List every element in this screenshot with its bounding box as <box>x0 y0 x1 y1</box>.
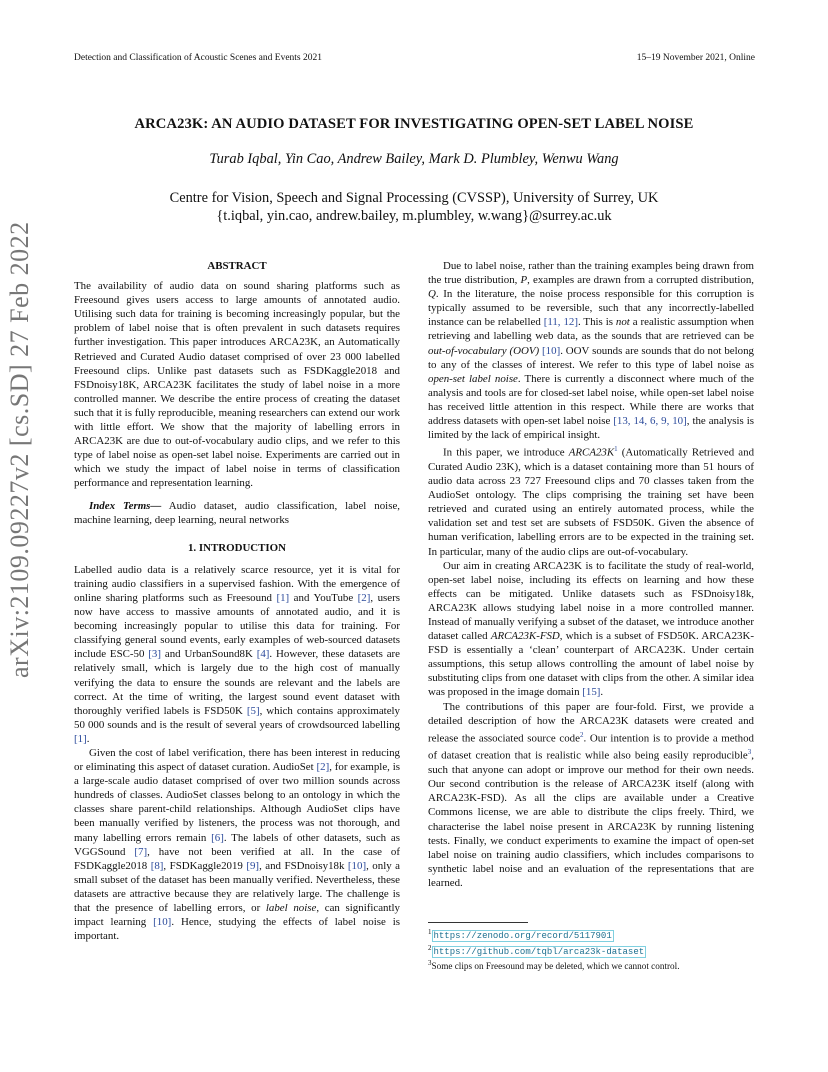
text-run: a realistic assumption when retrieving and labelling web data, as the sounds that are retrieved can be <box>428 316 754 343</box>
footnotes <box>428 922 758 973</box>
intro-heading: 1. INTRODUCTION <box>187 541 287 554</box>
right-paragraph-4 <box>428 700 754 890</box>
text-run: Our aim in creating ARCA23K is to facilitate the study of real-world, open-set label noise, including its effects on learning and how these effects can be mitigated. Unlike datasets such as FSDnoisy18k, ARCA23K allows studying label noise in a more controlled manner. Instead of manually verifying a subset of the dataset, we introduce another dataset called <box>428 559 754 643</box>
footnote-number: 2 <box>428 943 432 952</box>
text-run: , can significantly impact learning <box>74 902 400 929</box>
citation-link[interactable]: [2] <box>316 761 330 774</box>
affiliation-line: Centre for Vision, Speech and Signal Processing (CVSSP), University of Surrey, UK <box>169 190 659 206</box>
citation-link[interactable]: [1] <box>276 591 290 604</box>
text-run: , FSDKaggle2019 <box>163 859 247 872</box>
left-column <box>74 259 400 943</box>
text-run: , examples are drawn from a corrupted distribution, <box>527 274 754 287</box>
footnote-url-link[interactable]: https://github.com/tqbl/arca23k-dataset <box>433 946 645 957</box>
text-run: . However, these datasets are relatively small, which is largely due to the high cost of manually verifying the data to ensure the sounds are relevant and the labels are correct. At the time of writing, the largest sound event dataset with thoroughly verified labels is FSD50K <box>74 648 400 717</box>
abstract-text: The availability of audio data on sound sharing platforms such as Freesound gives users access to large amounts of annotated audio. Utilising such data for training is becoming increasingly popular, but the problem of label noise that is often prevalent in such datasets requires further investigation. This paper introduces ARCA23K, an Automatically Retrieved and Curated Audio dataset comprised of over 23 000 labelled Freesound clips. Unlike past datasets such as FSDKaggle2018 and FSDnoisy18K, ARCA23K facilitates the study of label noise in a more controlled manner. We describe the entire process of creating the dataset such that it is fully reproducible, meaning researchers can extend our work with little effort. We show that the majority of labelling errors in ARCA23K are due to out-of-vocabulary audio clips, and we refer to this type of label noise as open-set label noise. Experiments are carried out in which we study the impact of label noise in terms of classification performance and representation learning. <box>74 280 400 490</box>
footnote-marker[interactable]: 2 <box>579 730 584 739</box>
right-paragraph-1 <box>428 259 754 442</box>
footnote-marker[interactable]: 1 <box>614 445 618 454</box>
text-run: , the analysis is limited by the lack of empirical insight. <box>428 415 754 442</box>
citation-link[interactable]: [1] <box>74 732 87 745</box>
citation-link[interactable]: [10] <box>153 916 172 929</box>
text-run: , have not been verified at all. In the case of FSDKaggle2018 <box>74 845 400 872</box>
index-terms-label: Index Terms— <box>89 499 162 512</box>
footnote-number: 1 <box>428 928 432 936</box>
paper-authors: Turab Iqbal, Yin Cao, Andrew Bailey, Mark D. Plumbley, Wenwu Wang <box>209 151 619 167</box>
footnote-3 <box>428 958 758 973</box>
text-run: Labelled audio data is a relatively scarce resource, yet it is vital for training audio classifiers in a supervised fashion. With the emergence of online sharing platforms such as Freesound <box>74 563 400 604</box>
paper-title: ARCA23K: AN AUDIO DATASET FOR INVESTIGATING OPEN-SET LABEL NOISE <box>134 116 694 132</box>
abstract-heading: ABSTRACT <box>207 260 267 272</box>
emphasis: ARCA23K-FSD <box>490 630 560 643</box>
footnote-2 <box>428 943 758 959</box>
math-symbol: P <box>520 274 528 287</box>
text-run: . <box>86 732 90 745</box>
text-run: , users now have access to massive amounts of annotated audio, and it is becoming increasingly popular to utilise this data for training. For classifying general sound events, early examples of web-sourced datasets include ESC-50 <box>74 591 400 661</box>
text-run: . This is <box>577 316 616 329</box>
text-run: The contributions of this paper are four-fold. First, we provide a detailed description of how the ARCA23K datasets were created and release the associated source code <box>428 700 754 745</box>
footnote-number: 3 <box>428 959 432 968</box>
citation-link[interactable]: [15] <box>582 686 601 699</box>
emphasis: label noise <box>265 902 317 915</box>
text-run: In this paper, we introduce <box>443 446 569 459</box>
emphasis: not <box>615 316 630 329</box>
index-terms <box>74 499 400 527</box>
citation-link[interactable]: [6] <box>211 831 224 844</box>
text-run: Given the cost of label verification, there has been interest in reducing or eliminating this aspect of dataset curation. AudioSet <box>74 747 400 774</box>
text-run: and UrbanSound8K <box>161 648 257 661</box>
text-run: . Hence, studying the effects of label noise is important. <box>74 916 401 943</box>
arxiv-stamp: arXiv:2109.09227v2 [cs.SD] 27 Feb 2022 <box>5 221 34 678</box>
affiliation <box>0 189 828 225</box>
citation-link[interactable]: [4] <box>256 648 270 661</box>
affiliation-emails: {t.iqbal, yin.cao, andrew.bailey, m.plumbley, w.wang}@surrey.ac.uk <box>216 208 612 224</box>
math-symbol: Q <box>428 288 436 301</box>
citation-link[interactable]: [3] <box>148 648 161 661</box>
text-run: , and FSDnoisy18k <box>259 859 348 872</box>
citation-link[interactable]: [5] <box>246 704 260 717</box>
footnote-url-link[interactable]: https://zenodo.org/record/5117901 <box>433 931 612 942</box>
text-run: Due to label noise, rather than the training examples being drawn from the true distribution, <box>428 260 754 287</box>
text-run: , only a small subset of the dataset has been manually verified. Nevertheless, these datasets are attractive because they are relatively large. The challenge is that the presence of labelling errors, or <box>74 859 400 915</box>
running-header-left: Detection and Classification of Acoustic Scenes and Events 2021 <box>74 53 322 63</box>
citation-link[interactable]: [13, 14, 6, 9, 10] <box>613 415 687 428</box>
text-run: . There is currently a disconnect where much of the analysis and tools are for closed-set label noise, while open-set label noise has received little attention in this respect. While there are works that address datasets with open-set label noise <box>428 372 754 428</box>
text-run: , such that anyone can adopt or improve our method for their own needs. Our second contribution is the release of ARCA23K itself (along with ARCA23K-FSD). As all the clips are available under a Creative Commons license, we are able to distribute the clips freely. Third, we characterise the label noise present in ARCA23K by running listening tests. Finally, we conduct experiments to examine the impact of open-set label noise on training audio classifiers, which includes comparisons to synthetic label noise and an evaluation of the representations that are learned. <box>428 750 754 889</box>
emphasis: open-set label noise <box>428 372 518 385</box>
emphasis: out-of-vocabulary (OOV) <box>428 344 540 357</box>
citation-link[interactable]: [9] <box>246 859 260 872</box>
citation-link[interactable]: [8] <box>150 859 164 872</box>
right-column <box>428 259 754 890</box>
text-run: . Our intention is to provide a method of dataset creation that is realistic while also being easily reproducible <box>428 732 754 763</box>
emphasis: ARCA23K <box>568 446 615 459</box>
text-run: , for example, is a large-scale audio dataset comprised of over two million sounds across hundreds of classes. AudioSet classes belong to an ontology in which the classes share parent-child relationships. Although AudioSet clips have been manually verified by listeners, the process was not thorough, and many labelling errors remain <box>74 761 400 844</box>
footnote-text: Some clips on Freesound may be deleted, which we cannot control. <box>431 961 680 972</box>
text-run: . In the literature, the noise process responsible for this corruption is typically assumed to be reversible, such that any incorrectly-labelled instance can be relabelled <box>428 288 754 329</box>
text-run: . <box>600 686 604 699</box>
footnote-marker[interactable]: 3 <box>747 748 752 757</box>
citation-link[interactable]: [11, 12] <box>543 316 578 329</box>
text-run: , which is a subset of FSD50K. ARCA23K-FSD is essentially a ‘clean’ counterpart of ARCA23K. Under certain assumptions, this setup allows controlling the amount of label noise by substituting clips from one dataset with clips from the other. A similar idea was proposed in the image domain <box>428 630 754 699</box>
text-run: . OOV sounds are sounds that do not belong to any of the classes of interest. We refer to this type of label noise as <box>428 344 754 371</box>
citation-link[interactable]: [2] <box>357 591 371 604</box>
text-run: (Automatically Retrieved and Curated Audio 23K), which is a dataset containing more than 51 hours of audio data across 23 727 Freesound clips and 70 classes taken from the AudioSet ontology. The clips comprising the training set have been retrieved and curated using an entirely automated process, while the validation set and test set are subsets of FSD50K. Given the absence of human verification, labelling errors are to be expected in the training set. In particular, many of the audio clips are out-of-vocabulary. <box>428 446 755 558</box>
running-header-right: 15–19 November 2021, Online <box>636 53 755 63</box>
footnote-1 <box>428 927 758 943</box>
citation-link[interactable]: [10] <box>347 859 367 872</box>
right-paragraph-2 <box>428 442 754 558</box>
text-run: and YouTube <box>289 591 358 604</box>
footnote-rule <box>428 922 528 923</box>
intro-paragraph-2 <box>74 746 400 943</box>
index-terms-text: Audio dataset, audio classification, label noise, machine learning, deep learning, neural networks <box>74 499 400 526</box>
intro-paragraph-1 <box>74 563 400 746</box>
citation-link[interactable]: [10] <box>542 344 561 357</box>
text-run: . The labels of other datasets, such as VGGSound <box>74 831 400 858</box>
citation-link[interactable]: [7] <box>134 845 148 858</box>
text-run: , which contains approximately 50 000 sounds and is the result of several years of crowdsourced labelling <box>74 704 400 731</box>
right-paragraph-3 <box>428 559 754 700</box>
